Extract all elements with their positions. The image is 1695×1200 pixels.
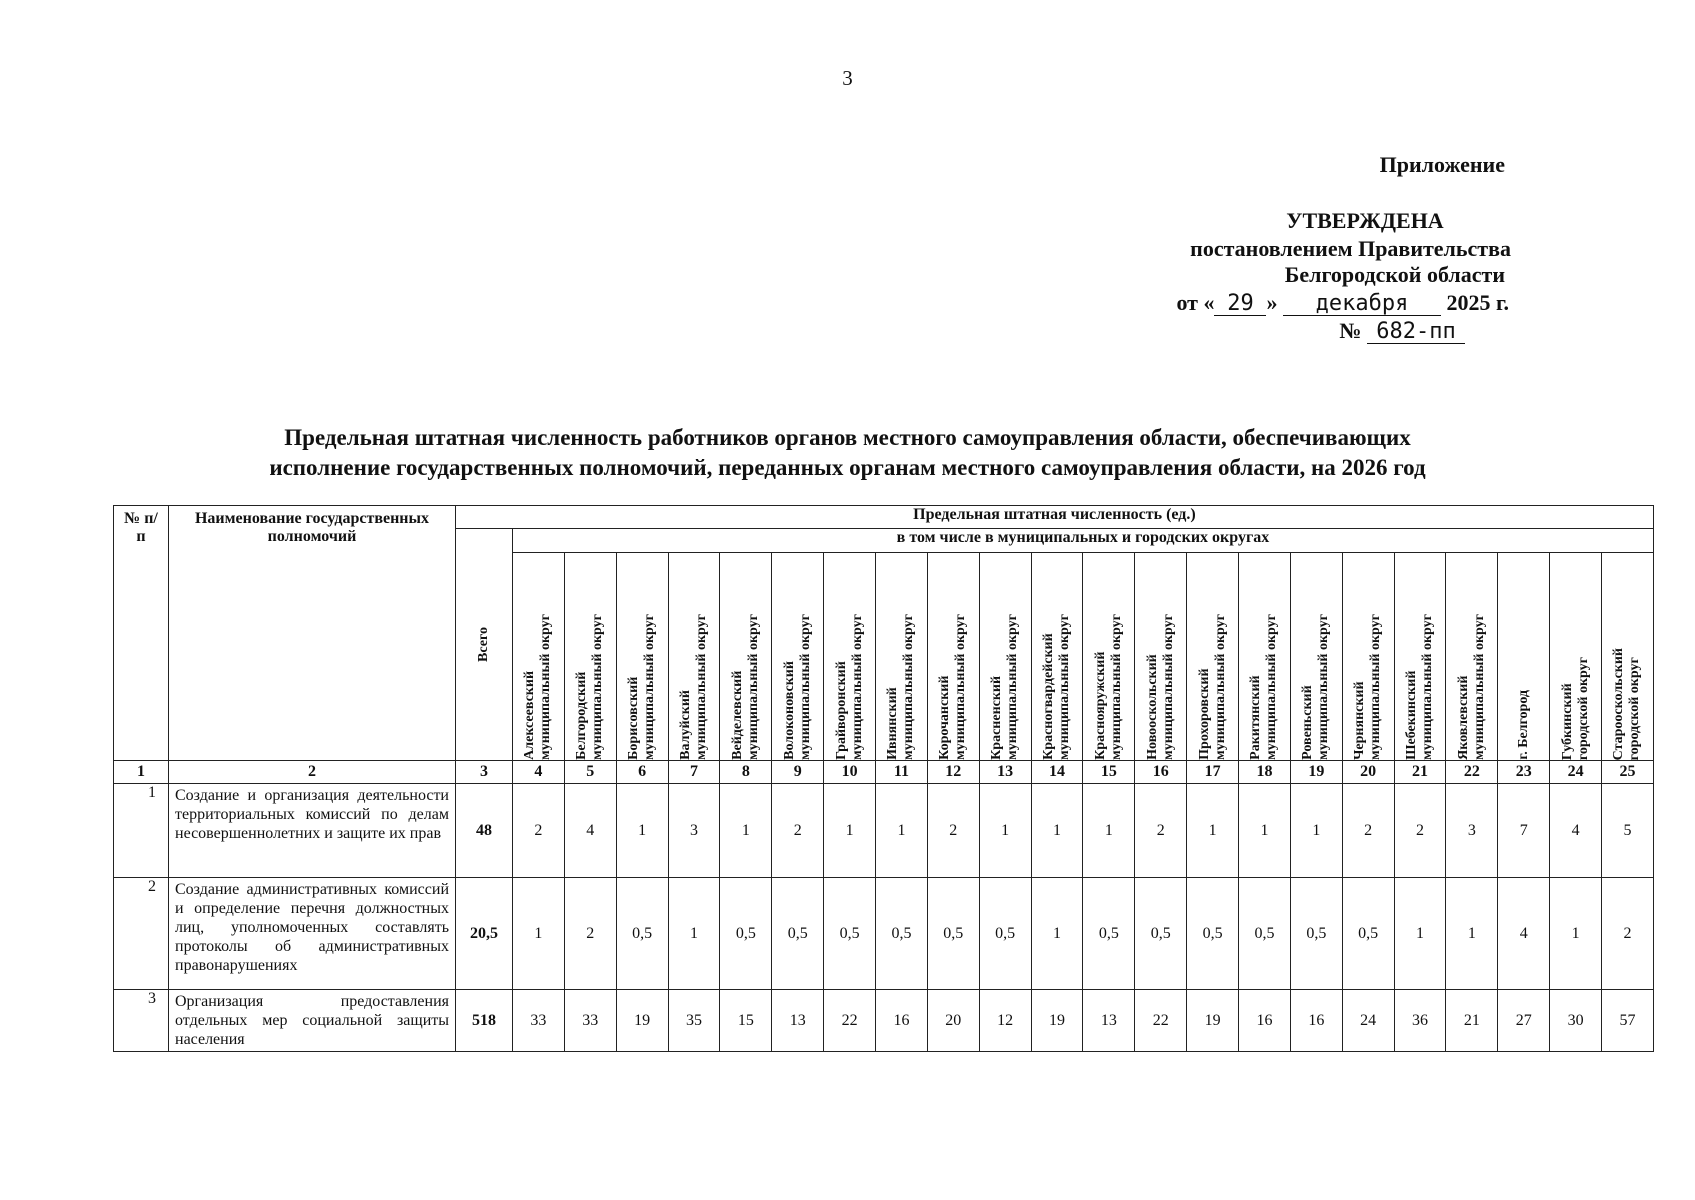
header-district (979, 553, 1031, 761)
row-total: 48 (456, 784, 513, 878)
header-district (668, 553, 720, 761)
row-value: 1 (824, 784, 876, 878)
table-row (114, 990, 1654, 1052)
row-value: 35 (668, 990, 720, 1052)
header-district-label: Старооскольский городской округ (1611, 647, 1643, 760)
row-value: 0,5 (1135, 878, 1187, 990)
row-value: 4 (1498, 878, 1550, 990)
header-district-label: Ивнянский муниципальный округ (885, 614, 917, 760)
column-number: 9 (772, 761, 824, 784)
header-district-label: Валуйский муниципальный округ (678, 614, 709, 760)
header-district (1498, 553, 1550, 761)
column-number: 24 (1550, 761, 1602, 784)
row-value: 2 (513, 784, 565, 878)
row-value: 22 (1135, 990, 1187, 1052)
row-value: 2 (927, 784, 979, 878)
row-value: 2 (564, 878, 616, 990)
row-value: 1 (513, 878, 565, 990)
row-value: 1 (1239, 784, 1291, 878)
page-number: 3 (842, 66, 853, 90)
column-number: 8 (720, 761, 772, 784)
column-number: 20 (1342, 761, 1394, 784)
row-value: 21 (1446, 990, 1498, 1052)
header-district-label: Яковлевский муниципальный округ (1455, 614, 1487, 760)
row-value: 30 (1550, 990, 1602, 1052)
table-row (114, 878, 1654, 990)
row-value: 1 (668, 878, 720, 990)
row-value: 4 (564, 784, 616, 878)
row-value: 0,5 (979, 878, 1031, 990)
row-value: 1 (1031, 878, 1083, 990)
column-number: 12 (927, 761, 979, 784)
header-index: № п/п (114, 506, 169, 761)
header-district (1083, 553, 1135, 761)
header-district (1135, 553, 1187, 761)
header-district-label: Красненский муниципальный округ (989, 614, 1021, 760)
row-value: 5 (1602, 784, 1654, 878)
column-number: 11 (876, 761, 928, 784)
header-district (1550, 553, 1602, 761)
row-value: 22 (824, 990, 876, 1052)
row-value: 19 (616, 990, 668, 1052)
header-district (927, 553, 979, 761)
row-total: 518 (456, 990, 513, 1052)
header-district-label: Ракитянский муниципальный округ (1248, 614, 1280, 760)
row-value: 16 (1290, 990, 1342, 1052)
row-value: 3 (1446, 784, 1498, 878)
row-value: 24 (1342, 990, 1394, 1052)
row-index: 3 (114, 990, 169, 1052)
header-district-label: Корочанский муниципальный округ (937, 614, 969, 760)
header-district-label: Чернянский муниципальный округ (1352, 614, 1384, 760)
header-district-label: Волоконовский муниципальный округ (781, 614, 813, 760)
column-number: 4 (513, 761, 565, 784)
header-district (1239, 553, 1291, 761)
header-district (1290, 553, 1342, 761)
approved-label: УТВЕРЖДЕНА (1286, 208, 1444, 233)
row-value: 2 (772, 784, 824, 878)
row-value: 0,5 (720, 878, 772, 990)
row-value: 19 (1031, 990, 1083, 1052)
column-number: 19 (1290, 761, 1342, 784)
row-value: 2 (1394, 784, 1446, 878)
header-district-label: Ровеньский муниципальный округ (1300, 614, 1332, 760)
row-value: 27 (1498, 990, 1550, 1052)
column-number: 17 (1187, 761, 1239, 784)
row-value: 0,5 (824, 878, 876, 990)
header-total (456, 529, 513, 761)
row-value: 0,5 (1342, 878, 1394, 990)
row-value: 36 (1394, 990, 1446, 1052)
row-value: 1 (1187, 784, 1239, 878)
column-number: 18 (1239, 761, 1291, 784)
table-row (114, 784, 1654, 878)
row-value: 0,5 (616, 878, 668, 990)
date-close: » (1266, 290, 1278, 315)
decree-date (1176, 292, 1509, 316)
row-index: 1 (114, 784, 169, 878)
header-district (876, 553, 928, 761)
column-number: 10 (824, 761, 876, 784)
column-numbers-row (114, 761, 1654, 784)
row-value: 1 (1550, 878, 1602, 990)
column-number: 23 (1498, 761, 1550, 784)
title-line-2: исполнение государственных полномочий, переданных органам местного самоуправления области, на 2026 год (269, 455, 1426, 480)
column-number: 6 (616, 761, 668, 784)
row-value: 1 (1446, 878, 1498, 990)
header-district-label: Вейделевский муниципальный округ (729, 614, 761, 760)
row-value: 33 (564, 990, 616, 1052)
row-value: 0,5 (1290, 878, 1342, 990)
decree-number-line (1339, 320, 1465, 344)
row-value: 13 (1083, 990, 1135, 1052)
row-value: 0,5 (1239, 878, 1291, 990)
decree-year: 2025 г. (1446, 290, 1509, 315)
row-value: 13 (772, 990, 824, 1052)
row-value: 19 (1187, 990, 1239, 1052)
appendix-label: Приложение (1379, 152, 1505, 177)
row-value: 1 (979, 784, 1031, 878)
header-district (772, 553, 824, 761)
header-district-label: Новооскольский муниципальный округ (1144, 614, 1176, 760)
row-value: 2 (1342, 784, 1394, 878)
header-district-label: Шебекинский муниципальный округ (1404, 614, 1436, 760)
staffing-table (113, 505, 1654, 1052)
document-title (0, 423, 1695, 483)
header-district (1187, 553, 1239, 761)
row-value: 1 (1290, 784, 1342, 878)
header-district (1394, 553, 1446, 761)
decree-number: 682-пп (1367, 321, 1465, 344)
decree-label: постановлением Правительства (1190, 236, 1511, 261)
row-name: Создание административных комиссий и определение перечня должностных лиц, уполномоченных составлять протоколы об административных правонарушениях (169, 878, 456, 990)
header-district-label: Прохоровский муниципальный округ (1196, 614, 1228, 760)
header-district (564, 553, 616, 761)
header-name: Наименование государственных полномочий (169, 506, 456, 761)
row-name: Организация предоставления отдельных мер социальной защиты населения (169, 990, 456, 1052)
column-number: 1 (114, 761, 169, 784)
decree-month: декабря (1283, 293, 1441, 316)
row-value: 1 (876, 784, 928, 878)
row-value: 2 (1135, 784, 1187, 878)
row-value: 0,5 (1187, 878, 1239, 990)
row-value: 20 (927, 990, 979, 1052)
row-value: 3 (668, 784, 720, 878)
decree-day: 29 (1214, 293, 1266, 316)
number-prefix: № (1339, 318, 1362, 343)
header-district (1031, 553, 1083, 761)
header-district-label: Губкинский городской округ (1559, 656, 1591, 760)
header-district-label: г. Белгород (1515, 690, 1531, 760)
header-total-label: Всего (476, 627, 491, 662)
header-district (720, 553, 772, 761)
row-value: 16 (876, 990, 928, 1052)
header-district-label: Грайворонский муниципальный округ (833, 614, 865, 760)
row-value: 4 (1550, 784, 1602, 878)
row-value: 1 (616, 784, 668, 878)
column-number: 3 (456, 761, 513, 784)
header-district-label: Алексеевский муниципальный округ (522, 614, 554, 760)
region-label: Белгородской области (1284, 262, 1505, 287)
header-district (513, 553, 565, 761)
column-number: 22 (1446, 761, 1498, 784)
header-group: Предельная штатная численность (ед.) (456, 506, 1654, 529)
header-subgroup: в том числе в муниципальных и городских округах (513, 529, 1654, 553)
row-value: 1 (1394, 878, 1446, 990)
column-number: 14 (1031, 761, 1083, 784)
header-district (616, 553, 668, 761)
row-value: 0,5 (876, 878, 928, 990)
column-number: 25 (1602, 761, 1654, 784)
row-value: 16 (1239, 990, 1291, 1052)
header-district (1446, 553, 1498, 761)
header-district-label: Борисовский муниципальный округ (626, 614, 658, 760)
column-number: 15 (1083, 761, 1135, 784)
row-total: 20,5 (456, 878, 513, 990)
header-district-label: Белгородский муниципальный округ (574, 614, 606, 760)
header-district (1602, 553, 1654, 761)
row-value: 12 (979, 990, 1031, 1052)
row-value: 1 (1083, 784, 1135, 878)
row-value: 1 (720, 784, 772, 878)
column-number: 7 (668, 761, 720, 784)
row-value: 15 (720, 990, 772, 1052)
header-district-label: Краснояружский муниципальный округ (1092, 614, 1124, 760)
date-prefix: от « (1176, 290, 1215, 315)
title-line-1: Предельная штатная численность работников органов местного самоуправления области, обеспечивающих (284, 425, 1411, 450)
row-value: 33 (513, 990, 565, 1052)
row-value: 1 (1031, 784, 1083, 878)
header-district-label: Красногвардейский муниципальный округ (1041, 614, 1073, 760)
row-value: 2 (1602, 878, 1654, 990)
header-district (1342, 553, 1394, 761)
row-value: 7 (1498, 784, 1550, 878)
row-value: 0,5 (927, 878, 979, 990)
row-index: 2 (114, 878, 169, 990)
row-value: 0,5 (772, 878, 824, 990)
column-number: 16 (1135, 761, 1187, 784)
column-number: 5 (564, 761, 616, 784)
row-value: 57 (1602, 990, 1654, 1052)
column-number: 21 (1394, 761, 1446, 784)
header-district (824, 553, 876, 761)
column-number: 13 (979, 761, 1031, 784)
row-value: 0,5 (1083, 878, 1135, 990)
column-number: 2 (169, 761, 456, 784)
row-name: Создание и организация деятельности территориальных комиссий по делам несовершеннолетних и защите их прав (169, 784, 456, 878)
